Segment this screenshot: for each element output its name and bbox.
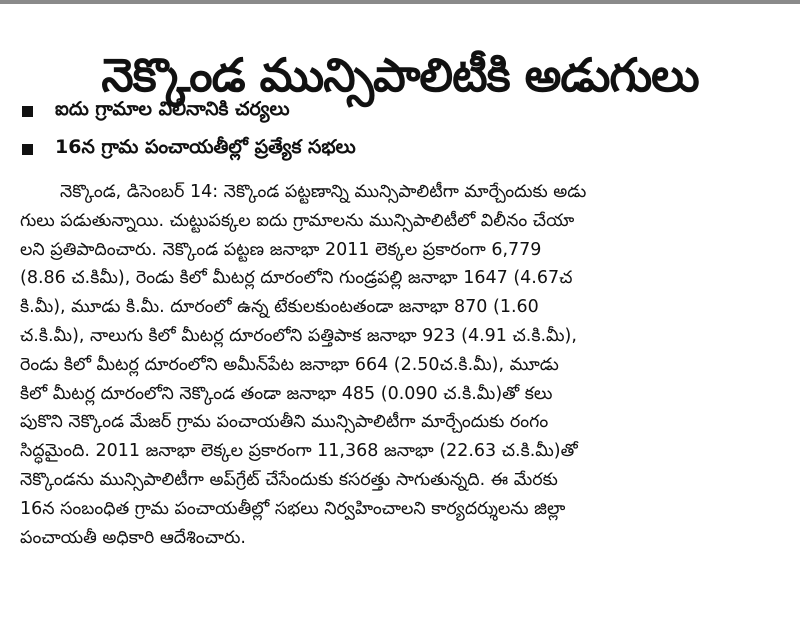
body-line: సిద్ధమైంది. 2011 జనాభా లెక్కల ప్రకారంగా 11,368 జనాభా (22.63 చ.కి.మీ)తో [20,441,578,462]
article-headline: నెక్కొండ మున్సిపాలిటీకి అడుగులు [101,47,699,102]
body-line: కిలో మీటర్ల దూరంలోని నెక్కొండ తండా జనాభా 485 (0.090 చ.కి.మీ)తో కలు [20,383,553,404]
body-line: (8.86 చ.కిమీ), రెండు కిలో మీటర్ల దూరంలోని గుండ్రపల్లి జనాభా 1647 (4.67చ [20,268,573,289]
body-line: పుకొని నెక్కొండ మేజర్ గ్రామ పంచాయతీని మున్సిపాలిటీగా మార్చేందుకు రంగం [20,412,549,433]
body-line: గులు పడుతున్నాయి. చుట్టుపక్కల ఐదు గ్రామాలను మున్సిపాలిటీలో విలీనం చేయా [20,210,575,231]
body-line: పంచాయతీ అధికారి ఆదేశించారు. [20,527,246,548]
bullet-item [22,92,782,130]
body-line: కి.మీ), మూడు కి.మీ. దూరంలో ఉన్న టేకులకుంటతండా జనాభా 870 (1.60 [20,297,539,318]
body-line: లని ప్రతిపాదించారు. నెక్కొండ పట్టణ జనాభా 2011 లెక్కల ప్రకారంగా 6,779 [20,239,542,260]
square-bullet-icon [22,144,33,155]
bullet-text: ఐదు గ్రామాల విలీనానికి చర్యలు [55,97,290,120]
previous-article-cutoff [0,0,800,10]
body-line: నెక్కొండ, డిసెంబర్ 14: నెక్కొండ పట్టణాన్ని మున్సిపాలిటీగా మార్చేందుకు అడు [60,182,587,202]
body-line: నెక్కొండను మున్సిపాలిటీగా అప్‌గ్రేట్ చేసేందుకు కసరత్తు సాగుతున్నది. ఈ మేరకు [20,469,558,490]
bullet-item [22,130,782,168]
body-line: రెండు కిలో మీటర్ల దూరంలోని అమీన్‌పేట జనాభా 664 (2.50చ.కి.మీ), మూడు [20,354,559,375]
square-bullet-icon [22,106,33,117]
bullet-list [22,92,782,168]
article-body [20,178,782,552]
body-line: 16న సంబంధిత గ్రామ పంచాయతీల్లో సభలు నిర్వహించాలని కార్యదర్శులను జిల్లా [20,498,566,519]
body-line: చ.కి.మీ), నాలుగు కిలో మీటర్ల దూరంలోని పత్తిపాక జనాభా 923 (4.91 చ.కి.మీ), [20,325,577,346]
bullet-text: 16న గ్రామ పంచాయతీల్లో ప్రత్యేక సభలు [55,135,356,158]
